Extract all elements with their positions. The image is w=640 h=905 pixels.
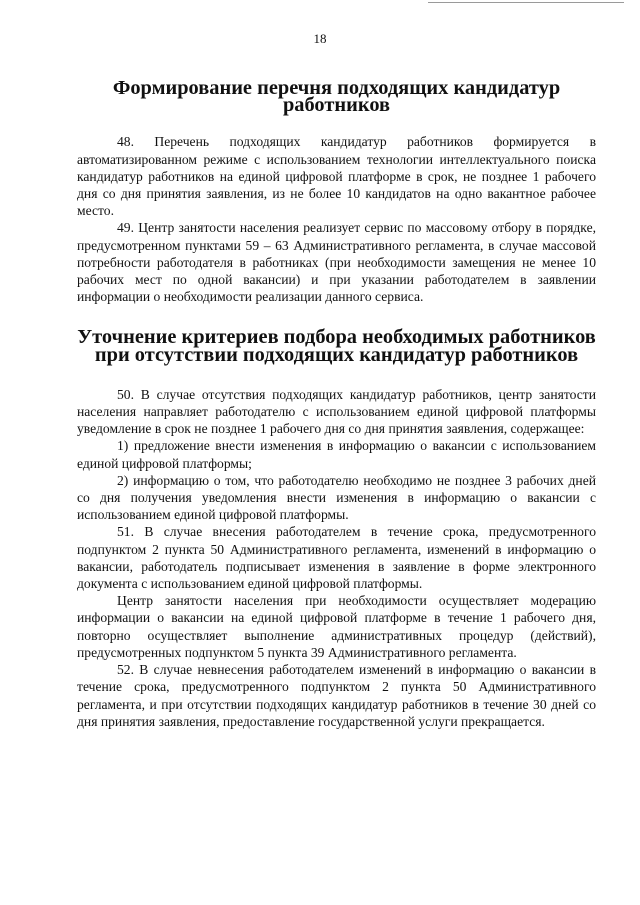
paragraph-50: 50. В случае отсутствия подходящих кандидатур работников, центр занятости населения направляет работодателю с использованием единой цифровой платформы уведомление в срок не позднее 1 рабочего дня со дня принятия заявления, содержащее:: [77, 386, 596, 437]
list-item-1: 1) предложение внести изменения в информацию о вакансии с использованием единой цифровой платформы;: [77, 438, 596, 471]
heading-line: при отсутствии подходящих кандидатур работников: [94, 343, 579, 366]
paragraph-49: 49. Центр занятости населения реализует сервис по массовому отбору в порядке, предусмотренном пунктами 59 – 63 Административного регламента, в случае массовой потребности работодателя в работниках (при необходимости замещения не менее 10 рабочих мест по одной вакансии) и при указании работодателем в заявлении информации о необходимости реализации данного сервиса.: [77, 220, 596, 305]
paragraph-51-continued: Центр занятости населения при необходимости осуществляет модерацию информации о вакансии на единой цифровой платформе в течение 1 рабочего дня, повторно осуществляет выполнение административных процедур (действий), предусмотренных подпунктом 5 пункта 39 Административного регламента.: [77, 593, 596, 660]
list-item-2: 2) информацию о том, что работодателю необходимо не позднее 3 рабочих дней со дня получения уведомления внести изменения в информацию о вакансии с использованием единой цифровой платформы.: [77, 472, 596, 523]
section-heading: [77, 77, 596, 117]
heading-line: Уточнение критериев подбора необходимых работников: [77, 326, 596, 349]
paragraph-48: 48. Перечень подходящих кандидатур работников формируется в автоматизированном режиме с использованием технологии интеллектуального поиска кандидатур работников на единой цифровой платформе в срок, не позднее 1 рабочего дня со дня принятия заявления, из не более 10 кандидатов на одно вакантное рабочее место.: [77, 134, 596, 219]
paragraph-52: 52. В случае невнесения работодателем изменений в информацию о вакансии в течение срока, предусмотренного подпунктом 2 пункта 50 Административного регламента, и при отсутствии подходящих кандидатур работников в течение 30 дней со дня принятия заявления, предоставление государственной услуги прекращается.: [77, 662, 596, 729]
document-body: [77, 77, 596, 730]
paragraph-51: 51. В случае внесения работодателем в течение срока, предусмотренного подпунктом 2 пункта 50 Административного регламента, изменений в информацию о вакансии, работодатель подписывает изменения в заявление в форме электронного документа с использованием единой цифровой платформы.: [77, 524, 596, 592]
heading-line: Формирование перечня подходящих кандидатур работников: [112, 77, 561, 117]
page-number: 18: [313, 31, 327, 46]
section-heading: [77, 326, 596, 366]
top-rule: [428, 2, 624, 3]
